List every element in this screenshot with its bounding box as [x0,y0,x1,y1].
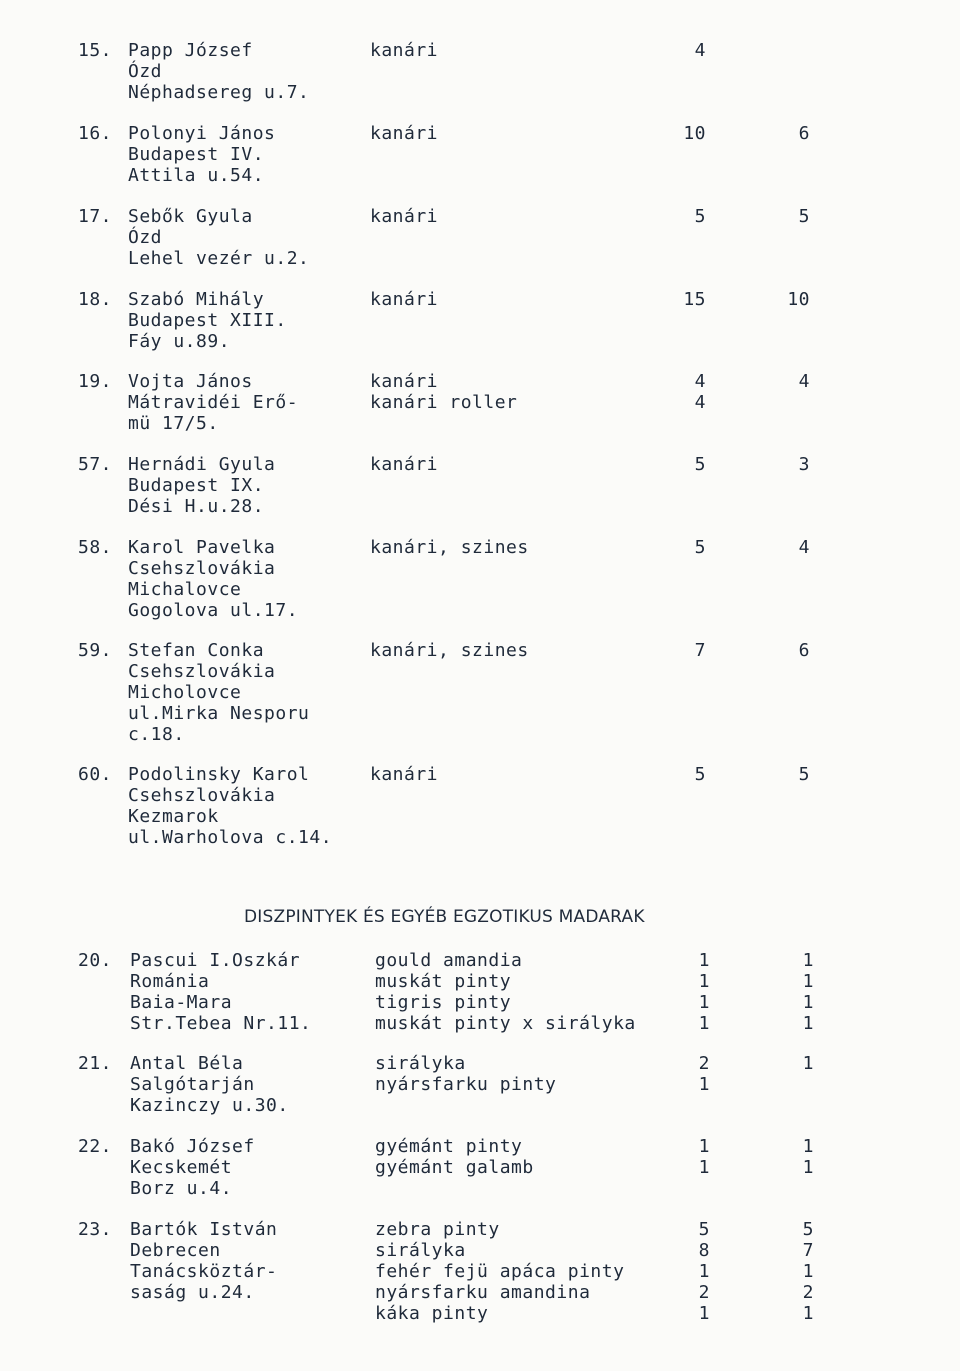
quantity-1: 1 [698,950,710,971]
address-line: Borz u.4. [130,1178,233,1199]
address-line: ul.Mirka Nesporu [128,703,310,724]
bird-type: kanári, szines [370,640,529,661]
quantity-2: 1 [802,1013,814,1034]
quantity-2: 4 [798,371,810,392]
entry-number: 59. [78,640,113,661]
address-line: Csehszlovákia [128,558,276,579]
owner-name: Bakó József [130,1136,255,1157]
bird-type: káka pinty [375,1303,489,1324]
quantity-1: 5 [698,1219,710,1240]
quantity-2: 3 [798,454,810,475]
address-line: Csehszlovákia [128,785,276,806]
quantity-1: 5 [694,454,706,475]
address-line: Kecskemét [130,1157,233,1178]
bird-type: fehér fejü apáca pinty [375,1261,625,1282]
owner-name: Stefan Conka [128,640,265,661]
entry-number: 17. [78,206,113,227]
quantity-2: 1 [802,1261,814,1282]
quantity-1: 1 [698,1136,710,1157]
bird-type: gyémánt pinty [375,1136,523,1157]
address-line: Budapest XIII. [128,310,287,331]
owner-name: Polonyi János [128,123,276,144]
entry-number: 18. [78,289,113,310]
owner-name: Vojta János [128,371,253,392]
entry-number: 58. [78,537,113,558]
quantity-2: 6 [798,640,810,661]
bird-type: kanári [370,454,439,475]
quantity-2: 5 [798,206,810,227]
quantity-1: 1 [698,992,710,1013]
owner-name: Szabó Mihály [128,289,265,310]
quantity-2: 1 [802,1136,814,1157]
address-line: Románia [130,971,210,992]
quantity-1: 2 [698,1053,710,1074]
entry-number: 57. [78,454,113,475]
quantity-1: 4 [694,371,706,392]
quantity-2: 1 [802,1053,814,1074]
entry-number: 15. [78,40,113,61]
quantity-1: 7 [694,640,706,661]
quantity-2: 7 [802,1240,814,1261]
address-line: Baia-Mara [130,992,233,1013]
bird-type: kanári, szines [370,537,529,558]
quantity-1: 4 [694,40,706,61]
bird-type: sirályka [375,1240,466,1261]
entry-number: 22. [78,1136,113,1157]
bird-type: gould amandia [375,950,523,971]
quantity-1: 5 [694,206,706,227]
address-line: ul.Warholova c.14. [128,827,333,848]
quantity-1: 1 [698,1303,710,1324]
address-line: Lehel vezér u.2. [128,248,310,269]
quantity-2: 1 [802,1303,814,1324]
quantity-2: 10 [787,289,810,310]
quantity-1: 5 [694,764,706,785]
quantity-2: 1 [802,971,814,992]
bird-type: nyársfarku pinty [375,1074,557,1095]
address-line: Kazinczy u.30. [130,1095,289,1116]
quantity-1: 1 [698,1261,710,1282]
owner-name: Podolinsky Karol [128,764,310,785]
bird-type: zebra pinty [375,1219,500,1240]
address-line: Mátravidéi Erő- [128,392,299,413]
quantity-1: 15 [683,289,706,310]
quantity-2: 5 [798,764,810,785]
owner-name: Pascui I.Oszkár [130,950,301,971]
entry-number: 19. [78,371,113,392]
quantity-2: 1 [802,950,814,971]
address-line: Budapest IV. [128,144,265,165]
entry-number: 23. [78,1219,113,1240]
address-line: Salgótarján [130,1074,255,1095]
address-line: Kezmarok [128,806,219,827]
entry-number: 60. [78,764,113,785]
bird-type: nyársfarku amandina [375,1282,591,1303]
bird-type: muskát pinty x sirályka [375,1013,636,1034]
bird-type: gyémánt galamb [375,1157,534,1178]
address-line: saság u.24. [130,1282,255,1303]
quantity-1: 1 [698,1013,710,1034]
bird-type: kanári [370,40,439,61]
bird-type: kanári [370,764,439,785]
address-line: mü 17/5. [128,413,219,434]
quantity-1: 1 [698,1074,710,1095]
entry-number: 20. [78,950,113,971]
address-line: Fáy u.89. [128,331,231,352]
address-line: Dési H.u.28. [128,496,265,517]
address-line: c.18. [128,724,185,745]
bird-type: tigris pinty [375,992,512,1013]
bird-type: sirályka [375,1053,466,1074]
address-line: Néphadsereg u.7. [128,82,310,103]
owner-name: Karol Pavelka [128,537,276,558]
entry-number: 21. [78,1053,113,1074]
address-line: Attila u.54. [128,165,265,186]
quantity-1: 8 [698,1240,710,1261]
bird-type: kanári roller [370,392,518,413]
quantity-2: 4 [798,537,810,558]
owner-name: Sebők Gyula [128,206,253,227]
address-line: Ózd [128,227,163,248]
bird-type: muskát pinty [375,971,512,992]
quantity-1: 5 [694,537,706,558]
address-line: Budapest IX. [128,475,265,496]
quantity-1: 1 [698,1157,710,1178]
bird-type: kanári [370,371,439,392]
section-heading: DISZPINTYEK ÉS EGYÉB EGZOTIKUS MADARAK [244,907,645,927]
bird-type: kanári [370,206,439,227]
address-line: Debrecen [130,1240,221,1261]
address-line: Str.Tebea Nr.11. [130,1013,312,1034]
address-line: Ózd [128,61,163,82]
owner-name: Bartók István [130,1219,278,1240]
quantity-1: 4 [694,392,706,413]
address-line: Csehszlovákia [128,661,276,682]
address-line: Micholovce [128,682,242,703]
quantity-2: 2 [802,1282,814,1303]
owner-name: Antal Béla [130,1053,244,1074]
quantity-1: 10 [683,123,706,144]
address-line: Michalovce [128,579,242,600]
quantity-1: 1 [698,971,710,992]
entry-number: 16. [78,123,113,144]
owner-name: Hernádi Gyula [128,454,276,475]
quantity-2: 1 [802,1157,814,1178]
address-line: Tanácsköztár- [130,1261,278,1282]
quantity-2: 5 [802,1219,814,1240]
bird-type: kanári [370,123,439,144]
owner-name: Papp József [128,40,253,61]
address-line: Gogolova ul.17. [128,600,299,621]
quantity-2: 6 [798,123,810,144]
quantity-1: 2 [698,1282,710,1303]
quantity-2: 1 [802,992,814,1013]
bird-type: kanári [370,289,439,310]
